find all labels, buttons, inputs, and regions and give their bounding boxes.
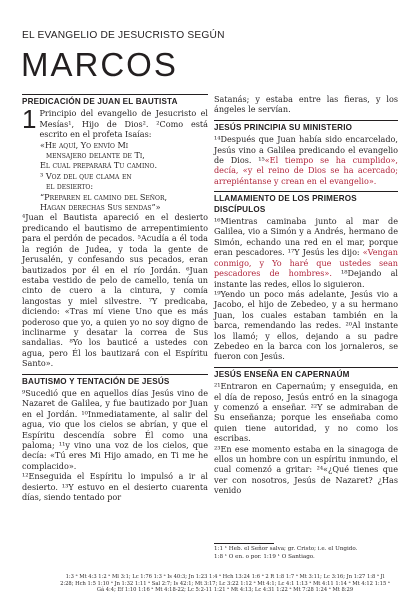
chapter-number: 1: [22, 104, 37, 135]
verse-paragraph: ¹⁹Yendo un poco más adelante, Jesús vio a Jacobo, el hijo de Zebedeo, y a su hermano Juan, los cuales estaban también en la barca, remendando las redes. ²⁰Al instante los llamó; y ellos, dejando a su padre Zebedeo en la barca con los jornaleros, se fueron con Jesús.: [214, 288, 398, 362]
poetry-line: El cual preparará Tu camino.: [40, 160, 158, 171]
verse-paragraph: ⁹Sucedió que en aquellos días Jesús vino de Nazaret de Galilea, y fue bautizado por Juan en el Jordán. ¹⁰Inmediatamente, al salir del agua, vio que los cielos se abrían, y que el Espíritu descendía sobre Él como una paloma; ¹¹y vino una voz de los cielos, que decía: «Tú eres Mi Hijo amado, en Ti me he complacido».: [22, 387, 208, 471]
section-heading: JESÚS PRINCIPIA SU MINISTERIO: [214, 122, 353, 132]
words-of-jesus: «El tiempo se ha cumplido», decía, «y el reino de Dios se ha acercado; arrepiéntanse y crean en el evangelio».: [214, 155, 398, 186]
section-rule: [22, 374, 208, 375]
section-rule: [214, 367, 398, 368]
poetry-line: mensajero delante de Ti,: [46, 150, 145, 161]
verse-paragraph: ²¹Entraron en Capernaúm; y enseguida, en el día de reposo, Jesús entró en la sinagoga y comenzó a enseñar. ²²Y se admiraban de Su enseñanza; porque les enseñaba como quien tiene autoridad, y no como los escribas.: [214, 381, 398, 444]
verse-paragraph: 1 Principio del evangelio de Jesucristo el Mesías¹, Hijo de Dios². ²Como está escrito en el profeta Isaías:: [22, 104, 208, 140]
verse-paragraph: ¹⁴Después que Juan había sido encarcelado, Jesús vino a Galilea predicando el evangelio de Dios. ¹⁵«El tiempo se ha cumplido», decía, «y el reino de Dios se ha acercado; arrepiéntanse y crean en el evangelio».: [214, 134, 398, 186]
footnote: 1:8 ¹ O en. o por. 1:19 ¹ O Santiago.: [214, 554, 315, 560]
section-heading: PREDICACIÓN DE JUAN EL BAUTISTA: [22, 97, 178, 106]
section-heading: LLAMAMIENTO DE LOS PRIMEROS DISCÍPULOS: [214, 194, 357, 214]
poetry-line: el desierto:: [46, 181, 94, 192]
footnote: 1:1 ¹ Heb. el Señor salva; gr. Cristo; i.e. el Ungido.: [214, 546, 358, 552]
verse-paragraph: ¹⁶Mientras caminaba junto al mar de Galilea, vio a Simón y a Andrés, hermano de Simón, echando una red en el mar, porque eran pescadores. ¹⁷Y Jesús les dijo: «Vengan conmigo, y Yo haré que ustedes sean pescadores de hombres». ¹⁸Dejando al instante las redes, ellos lo siguieron.: [214, 216, 398, 289]
footnote-rule: [214, 543, 274, 544]
cross-references: 1:3 ᵃ Mt 4:3 1:2 ᵃ Ml 3:1; Lc 1:76 1:3 ᵃ Is 40:3; Jn 1:23 1:4 ᵃ Hch 13:24 1:6 ᵃ 2 R 1:8 1:7 ᵃ Mt 3:11; Lc 3:16; Jn 1:27 1:8 ᵃ Jl 2:28; Hch 1:5 1:10 ᵃ Jn 1:32 1:11 ᵃ Sal 2:7; Is 42:1; Mt 3:17; Lc 3:22 1:12 ᵃ Mt 4:1; Lc 4:1 1:13 ᵃ Mt 4:11 1:14 ᵃ Mt 4:12 1:15 ᵃ Gá 4:4; Ef 1:10 1:16 ᵃ Mt 4:18-22; Lc 5:2-11 1:21 ᵃ Mt 4:13; Lc 4:31 1:22 ᵃ Mt 7:28 1:24 ᵃ Mt 8:29: [60, 574, 390, 594]
section-heading: BAUTISMO Y TENTACIÓN DE JESÚS: [22, 376, 170, 386]
verse-paragraph: ²³En ese momento estaba en la sinagoga de ellos un hombre con un espíritu inmundo, el cual comenzó a gritar: ²⁴«¿Qué tienes que ver con nosotros, Jesús de Nazaret? ¿Has venido: [214, 443, 398, 496]
section-rule: [22, 94, 208, 95]
section-rule: [214, 191, 398, 192]
gospel-pretitle: EL EVANGELIO DE JESUCRISTO SEGÚN: [22, 30, 225, 41]
poetry-line: “Preparen el camino del Señor,: [40, 191, 168, 202]
left-column: [22, 94, 208, 502]
poetry-line: «He aquí, Yo envío Mi: [40, 139, 129, 150]
words-of-jesus: «Vengan conmigo, y Yo haré que ustedes sean pescadores de hombres».: [214, 247, 398, 279]
verse-paragraph: Satanás; y estaba entre las fieras, y los ángeles le servían.: [214, 94, 398, 115]
poetry-line: ³ Voz del que clama en: [40, 170, 132, 181]
book-title: MARCOS: [21, 46, 178, 83]
verse-paragraph: ¹²Enseguida el Espíritu lo impulsó a ir al desierto. ¹³Y estuvo en el desierto cuarenta días, siendo tentado por: [22, 471, 208, 503]
poetry-line: Hagan derechas Sus sendas”»: [40, 202, 161, 213]
verse-paragraph: ⁴Juan el Bautista apareció en el desierto predicando el bautismo de arrepentimiento para el perdón de pecados. ⁵Acudía a él toda la región de Judea, y toda la gente de Jerusalén, y confesando sus pecados, eran bautizados por él en el río Jordán. ⁶Juan estaba vestido de pelo de camello, tenía un cinto de cuero a la cintura, y comía langostas y miel silvestre. ⁷Y predicaba, diciendo: «Tras mí viene Uno que es más poderoso que yo, a quien yo no soy digno de inclinarme y desatar la correa de Sus sandalias. ⁸Yo los bauticé a ustedes con agua, pero Él los bautizará con el Espíritu Santo».: [22, 212, 208, 369]
section-rule: [214, 120, 398, 121]
section-heading: JESÚS ENSEÑA EN CAPERNAÚM: [214, 369, 350, 379]
right-column: [214, 94, 398, 496]
